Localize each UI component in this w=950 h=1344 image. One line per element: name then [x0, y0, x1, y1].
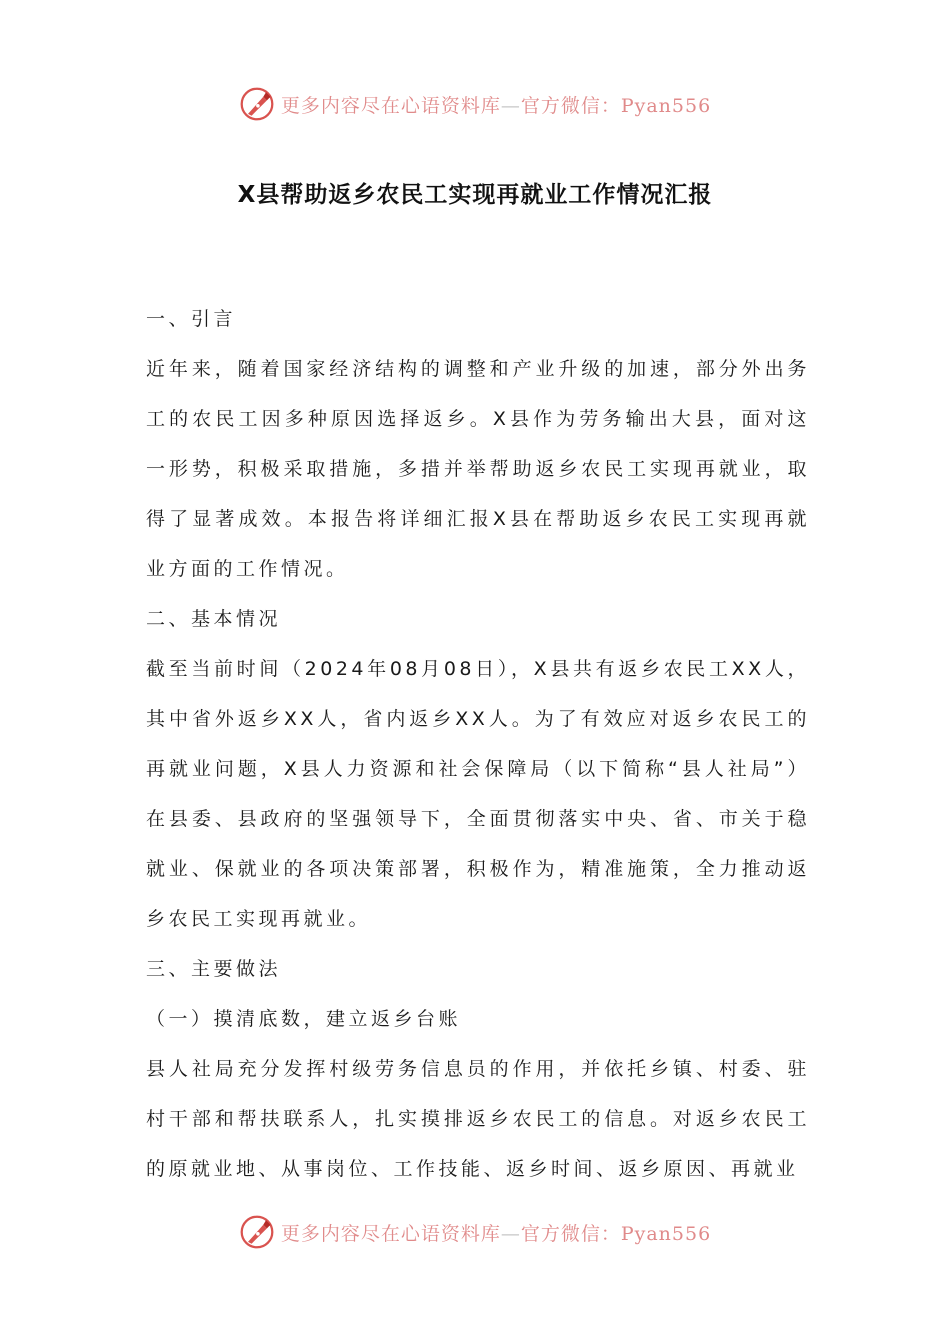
paragraph: 县人社局充分发挥村级劳务信息员的作用，并依托乡镇、村委、驻村干部和帮扶联系人，扎实摸排返乡农民工的信息。对返乡农民工的原就业地、从事岗位、工作技能、返乡时间、返乡原因、再就业 [146, 1058, 810, 1180]
sub-heading: （一）摸清底数，建立返乡台账 [146, 1008, 462, 1030]
watermark-text: 更多内容尽在心语资料库—官方微信：Pyan556 [280, 1222, 712, 1245]
paragraph: 近年来，随着国家经济结构的调整和产业升级的加速，部分外出务工的农民工因多种原因选择返乡。X县作为劳务输出大县，面对这一形势，积极采取措施，多措并举帮助返乡农民工实现再就业，取得了显著成效。本报告将详细汇报X县在帮助返乡农民工实现再就业方面的工作情况。 [146, 358, 810, 580]
section-heading: 一、引言 [146, 308, 237, 330]
fountain-pen-logo-icon [239, 86, 275, 122]
paragraph: 截至当前时间（2024年08月08日），X县共有返乡农民工XX人，其中省外返乡XX人，省内返乡XX人。为了有效应对返乡农民工的再就业问题，X县人力资源和社会保障局（以下简称“县人社局”）在县委、县政府的坚强领导下，全面贯彻落实中央、省、市关于稳就业、保就业的各项决策部署，积极作为，精准施策，全力推动返乡农民工实现再就业。 [146, 658, 810, 930]
section-heading: 三、主要做法 [146, 958, 282, 980]
document-body [146, 294, 810, 1194]
fountain-pen-logo-icon [239, 1214, 275, 1250]
watermark-text: 更多内容尽在心语资料库—官方微信：Pyan556 [280, 94, 712, 117]
section-heading: 二、基本情况 [146, 608, 282, 630]
document-title: X县帮助返乡农民工实现再就业工作情况汇报 [237, 182, 713, 208]
footer-watermark-banner [0, 1210, 950, 1254]
header-watermark-banner [0, 82, 950, 126]
